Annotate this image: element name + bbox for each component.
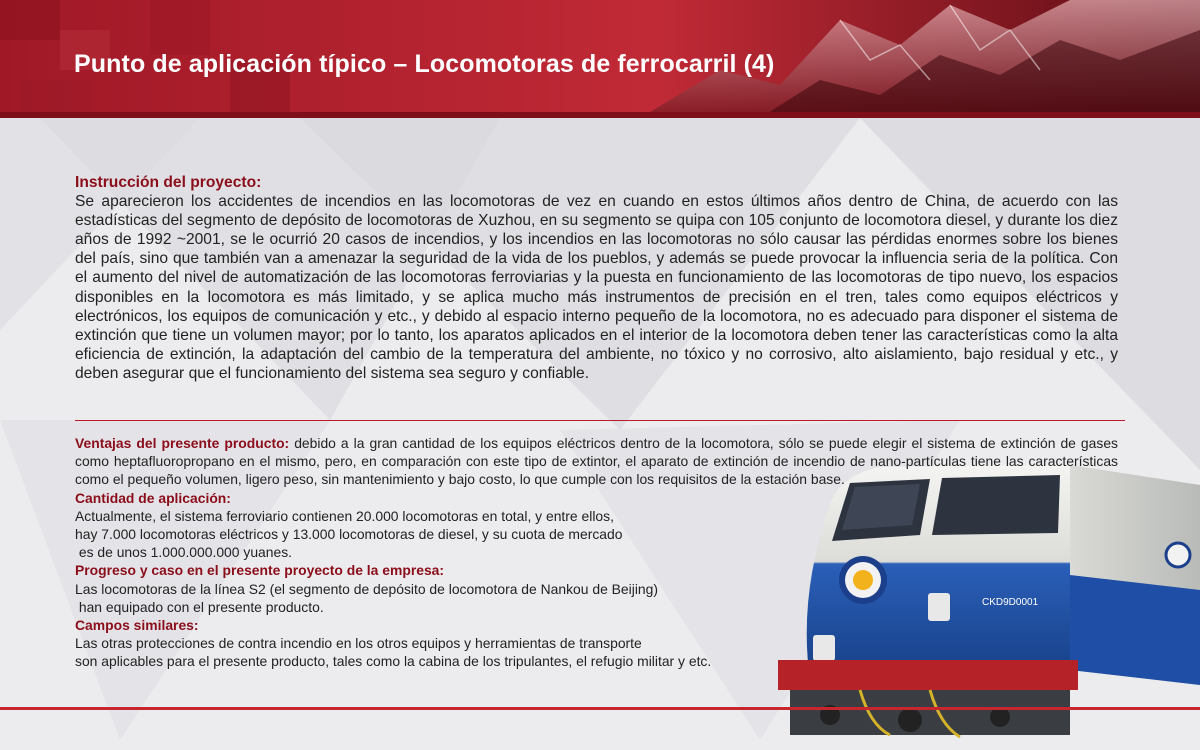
progress-line: han equipado con el presente producto. [75, 598, 324, 615]
progress-line: Las locomotoras de la línea S2 (el segmento de depósito de locomotora de Nankou de Beijing) [75, 580, 658, 597]
progress-paragraph [75, 561, 795, 616]
quantity-line: hay 7.000 locomotoras eléctricos y 13.000 locomotoras de diesel, y su cuota de mercado [75, 526, 623, 543]
instruction-body: Se aparecieron los accidentes de incendios en las locomotoras de vez en cuando en estos últimos años dentro de China, de acuerdo con las estadísticas del segmento de depósito de locomotoras de Xuzhou, en su segmento se quipa con 105 conjunto de locomotora diesel, y durante los diez años de 1992 ~2001, se le ocurrió 20 casos de incendios, y los incendios en las locomotoras no sólo causar las pérdidas enormes sobre los bienes del país, sino que también van a amenazar la seguridad de la vida de los pueblos, y además se puede provocar la influencia seria de la política. Con el aumento del nivel de automatización de las locomotoras ferroviarias y la puesta en funcionamiento de las locomotoras de tipo nuevo, los espacios disponibles en la locomotora es más limitado, y se aplica mucho más instrumentos de precisión en el tren, tales como equipos eléctricos y electrónicos, los equipos de comunicación y etc., y debido al espacio interno pequeño de la locomotora, no es adecuado para disponer el sistema de extinción que tiene un volumen mayor; por lo tanto, los aparatos aplicados en el interior de la locomotora deben tener las características como la alta eficiencia de extinción, la adaptación del cambio de la temperatura del ambiente, no tóxico y no corrosivo, alto aislamiento, bajo residual y etc., y deben asegurar que el funcionamiento del sistema sea seguro y confiable. [75, 193, 1118, 382]
similar-fields-paragraph [75, 616, 795, 671]
quantity-heading: Cantidad de aplicación: [75, 489, 231, 506]
quantity-paragraph [75, 489, 795, 562]
page-title: Punto de aplicación típico – Locomotoras de ferrocarril (4) [74, 50, 775, 78]
quantity-line: Actualmente, el sistema ferroviario contienen 20.000 locomotoras en total, y entre ellos, [75, 507, 614, 524]
advantages-paragraph [75, 434, 1118, 489]
similar-fields-line: Las otras protecciones de contra incendio en los otros equipos y herramientas de transporte [75, 635, 642, 652]
section-divider [75, 420, 1125, 421]
footer-rule [0, 707, 1200, 710]
advantages-body: debido a la gran cantidad de los equipos eléctricos dentro de la locomotora, sólo se puede elegir el sistema de extinción de gases como heptafluoropropano en el mismo, pero, en comparación con este tipo de extintor, el aparato de extinción de incendio de nano-partículas tiene las características como el pequeño volumen, ligero peso, sin mantenimiento y bajo costo, lo que cumple con los requisitos de la estación base. [75, 435, 1118, 488]
instruction-heading: Instrucción del proyecto: [75, 174, 262, 191]
locomotive-number: CKD9D0001 [982, 597, 1039, 608]
quantity-line: es de unos 1.000.000.000 yuanes. [75, 544, 293, 561]
progress-heading: Progreso y caso en el presente proyecto de la empresa: [75, 562, 445, 579]
similar-fields-line: son aplicables para el presente producto, tales como la cabina de los tripulantes, el refugio militar y etc. [75, 653, 712, 670]
similar-fields-heading: Campos similares: [75, 617, 199, 634]
instruction-section [75, 173, 1118, 383]
advantages-heading: Ventajas del presente producto: [75, 435, 290, 451]
details-section [75, 434, 1118, 671]
header-banner [0, 0, 1200, 118]
